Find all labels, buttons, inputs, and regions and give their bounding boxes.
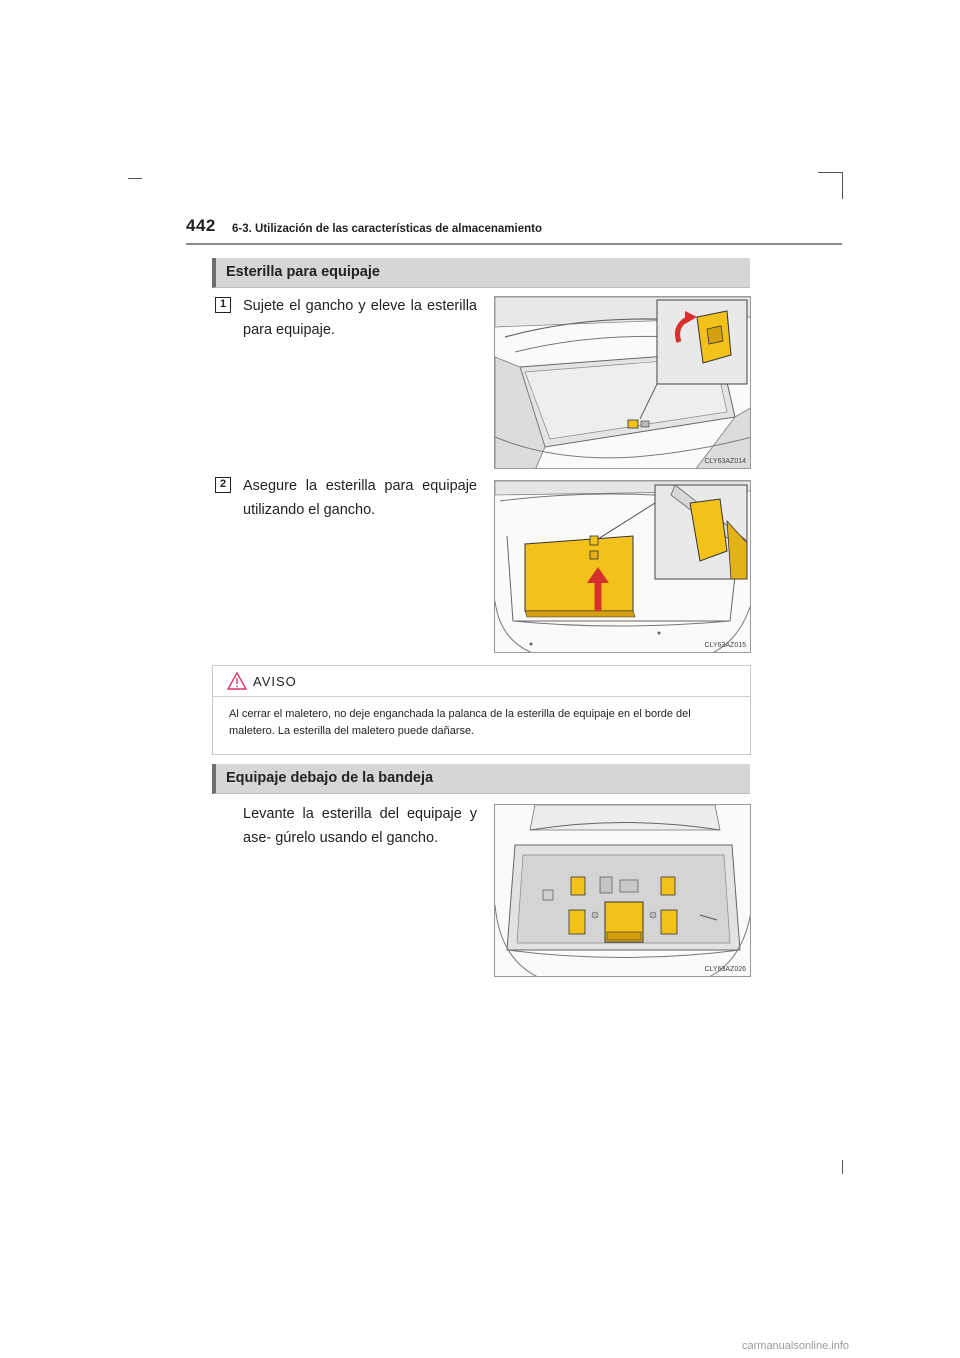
step-number-1: 1	[215, 297, 231, 313]
section-heading-under-tray	[212, 764, 750, 794]
header-divider	[186, 243, 842, 245]
chapter-title: 6-3. Utilización de las características de almacenamiento	[232, 223, 543, 235]
figure-under-tray-storage	[494, 804, 751, 977]
crop-mark	[818, 172, 843, 173]
figure-code: CLY63AZ026	[704, 966, 746, 973]
figure-code: CLY63AZ014	[704, 458, 746, 465]
notice-title: AVISO	[253, 674, 297, 689]
watermark: carmanualsonline.info	[742, 1340, 850, 1352]
trunk-illustration	[495, 297, 751, 469]
trunk-illustration	[495, 805, 751, 977]
step-1-text: Sujete el gancho y eleve la esterilla para equipaje.	[243, 298, 477, 338]
page-number: 442	[186, 216, 216, 235]
step-2-text: Asegure la esterilla para equipaje utilizando el gancho.	[243, 478, 477, 518]
notice-text: Al cerrar el maletero, no deje enganchada la palanca de la esterilla de equipaje en el borde del maletero. La esterilla del maletero puede dañarse.	[229, 708, 691, 737]
section-heading-luggage-mat	[212, 258, 750, 288]
under-tray-text: Levante la esterilla del equipaje y ase- gúrelo usando el gancho.	[243, 806, 477, 846]
crop-mark	[842, 1160, 843, 1174]
step-number-2: 2	[215, 477, 231, 493]
notice-box	[212, 665, 751, 755]
section-title: Equipaje debajo de la bandeja	[226, 770, 434, 786]
figure-code: CLY63AZ015	[704, 642, 746, 649]
notice-header	[213, 666, 750, 697]
trunk-illustration	[495, 481, 751, 653]
crop-mark	[128, 178, 142, 179]
crop-mark	[842, 172, 843, 199]
figure-secure-mat	[494, 480, 751, 653]
figure-lift-mat	[494, 296, 751, 469]
warning-triangle-icon	[227, 672, 247, 690]
section-title: Esterilla para equipaje	[226, 264, 380, 280]
